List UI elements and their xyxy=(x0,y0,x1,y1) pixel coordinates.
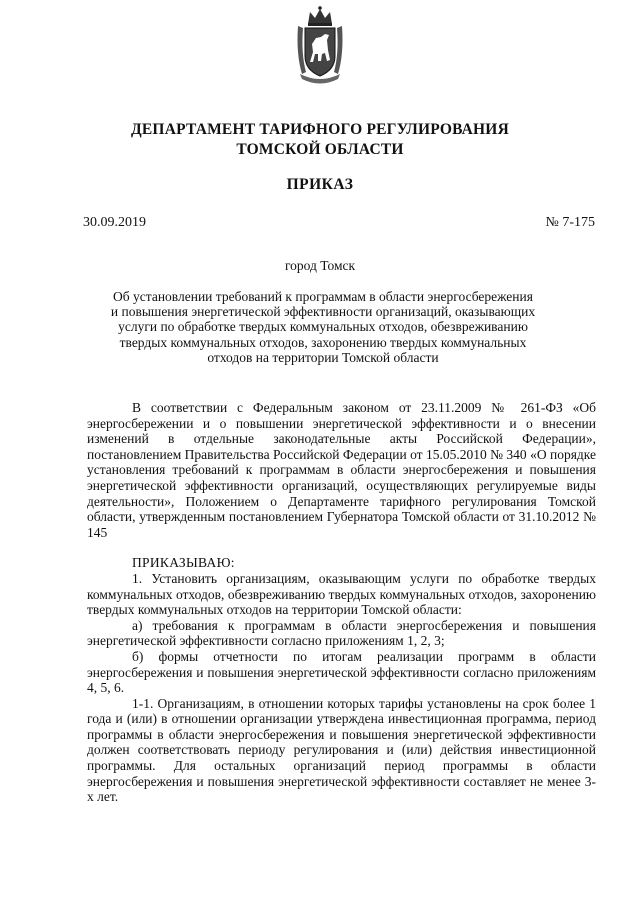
document-type: ПРИКАЗ xyxy=(286,176,354,193)
order-item-1-1: 1-1. Организациям, в отношении которых тарифы установлены на срок более 1 года и (или) в отношении организации утверждена инвестиционная программа, период программы в области энергосбережения и повышения энергетической эффективности должен соответствовать периоду регулирования и (или) действия инвестиционной программы. Для остальных организаций период программы в области энергосбережения и повышения энергетической эффективности составляет не менее 3-х лет. xyxy=(87,695,596,805)
document-number: № 7-175 xyxy=(545,215,595,230)
order-heading: ПРИКАЗЫВАЮ: xyxy=(132,555,235,571)
document-body xyxy=(87,400,596,805)
coat-of-arms-icon xyxy=(292,4,348,86)
department-line-2: ТОМСКОЙ ОБЛАСТИ xyxy=(236,141,404,158)
order-item-1b: б) формы отчетности по итогам реализации программ в области энергосбережения и повышения энергетической эффективности согласно приложениям 4, 5, 6. xyxy=(87,648,596,696)
city-name: город Томск xyxy=(284,258,356,273)
department-name xyxy=(60,120,580,160)
document-subject: Об установлении требований к программам в области энергосбережения и повышения энергетической эффективности организаций, оказывающих услуги по обработке твердых коммунальных отходов, обезвреживанию твердых коммунальных отходов, захоронению твердых коммунальных отходов на территории Томской области xyxy=(110,289,536,365)
order-item-1a: а) требования к программам в области энергосбережения и повышения энергетической эффективности согласно приложениям 1, 2, 3; xyxy=(87,617,596,649)
preamble-paragraph: В соответствии с Федеральным законом от 23.11.2009 № 261-ФЗ «Об энергосбережении и о повышении энергетической эффективности и о внесении изменений в отдельные законодательные акты Российской Федерации», постановлением Правительства Российской Федерации от 15.05.2010 № 340 «О порядке установления требований к программам в области энергосбережения и повышения энергетической эффективности организаций, осуществляющих регулируемые виды деятельности», Положением о Департаменте тарифного регулирования Томской области, утвержденным постановлением Губернатора Томской области от 31.10.2012 № 145 xyxy=(87,400,596,540)
order-item-1: 1. Установить организациям, оказывающим услуги по обработке твердых коммунальных отходов, обезвреживанию твердых коммунальных отходов, захоронению твердых коммунальных отходов на территории Томской области: xyxy=(87,570,596,618)
department-line-1: ДЕПАРТАМЕНТ ТАРИФНОГО РЕГУЛИРОВАНИЯ xyxy=(131,121,509,138)
document-date: 30.09.2019 xyxy=(83,215,146,230)
